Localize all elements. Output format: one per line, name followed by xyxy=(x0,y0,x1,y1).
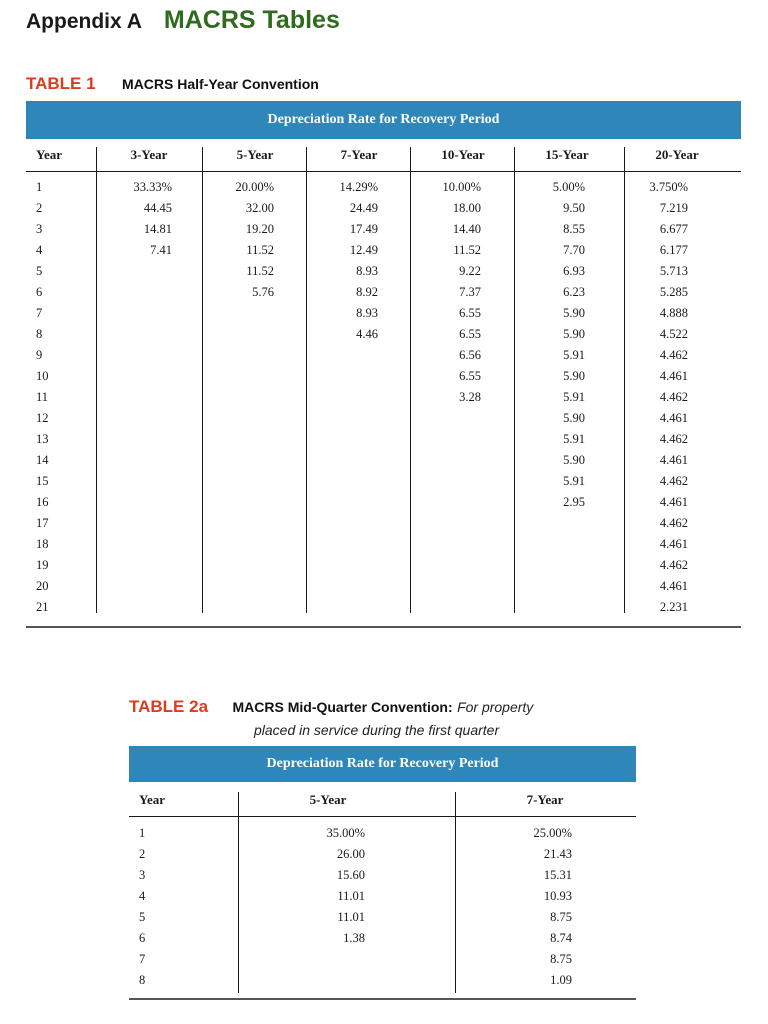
table1-header-rule xyxy=(26,171,741,172)
table2a-value-cell: 26.00 xyxy=(336,847,365,861)
table1-year-cell: 2 xyxy=(36,201,43,215)
table1-value-cell: 17.49 xyxy=(349,222,378,236)
table1-value-cell: 24.49 xyxy=(349,201,378,215)
table1-year-cell: 20 xyxy=(36,579,49,593)
table1-value-cell: 11.52 xyxy=(453,243,481,257)
table1-value-cell: 4.461 xyxy=(659,495,688,509)
table1-bottom-rule xyxy=(26,626,741,628)
table1-value-cell: 5.90 xyxy=(563,411,585,425)
table2a-value-cell: 1.09 xyxy=(550,973,572,987)
table1-value-cell: 5.90 xyxy=(563,369,585,383)
table2a-value-cell: 15.60 xyxy=(336,868,365,882)
table1-value-cell: 5.91 xyxy=(563,348,585,362)
table1-value-cell: 4.461 xyxy=(659,579,688,593)
table1-value-cell: 10.00% xyxy=(442,180,481,194)
table1-column-divider xyxy=(514,147,515,613)
table1-year-cell: 8 xyxy=(36,327,43,341)
table1-value-cell: 4.461 xyxy=(659,411,688,425)
table1-title: MACRS Half-Year Convention xyxy=(122,76,319,92)
table2a-value-cell: 8.75 xyxy=(550,952,572,966)
table2a-value-cell: 11.01 xyxy=(337,910,365,924)
table2a-year-cell: 2 xyxy=(139,847,146,861)
table1-value-cell: 6.677 xyxy=(659,222,688,236)
table1-year-cell: 7 xyxy=(36,306,43,320)
table1-value-cell: 12.49 xyxy=(349,243,378,257)
table1-year-cell: 4 xyxy=(36,243,43,257)
table1-value-cell: 2.231 xyxy=(659,600,688,614)
table1-value-cell: 14.81 xyxy=(143,222,172,236)
table1-year-cell: 3 xyxy=(36,222,43,236)
table2a-year-header: Year xyxy=(139,792,165,807)
table1-column-divider xyxy=(96,147,97,613)
table2a-value-cell: 8.74 xyxy=(550,931,572,945)
table1-value-cell: 11.52 xyxy=(246,264,274,278)
table1-year-cell: 12 xyxy=(36,411,49,425)
table2a-header-rule xyxy=(129,816,636,817)
table1-value-cell: 18.00 xyxy=(452,201,481,215)
table1-year-cell: 18 xyxy=(36,537,49,551)
table1-year-cell: 21 xyxy=(36,600,49,614)
table1-value-cell: 44.45 xyxy=(143,201,172,215)
table1-value-cell: 3.28 xyxy=(459,390,481,404)
table1-value-cell: 32.00 xyxy=(245,201,274,215)
table1-year-cell: 1 xyxy=(36,180,43,194)
table2a-year-cell: 6 xyxy=(139,931,146,945)
table1-value-cell: 3.750% xyxy=(649,180,688,194)
table1-year-cell: 14 xyxy=(36,453,49,467)
table1-value-cell: 4.462 xyxy=(659,516,688,530)
table1-value-cell: 5.00% xyxy=(552,180,585,194)
table1-value-cell: 6.55 xyxy=(459,306,481,320)
table1-value-cell: 4.522 xyxy=(659,327,688,341)
table2a-col-header: 5-Year xyxy=(309,792,347,807)
table2a-column-divider xyxy=(238,792,239,993)
table1-value-cell: 4.46 xyxy=(356,327,378,341)
table1-heading xyxy=(26,74,319,94)
table1-year-cell: 9 xyxy=(36,348,43,362)
table1-value-cell: 8.55 xyxy=(563,222,585,236)
table2a-value-cell: 11.01 xyxy=(337,889,365,903)
table2a-value-cell: 8.75 xyxy=(550,910,572,924)
table1-label: TABLE 1 xyxy=(26,74,96,93)
table2a-year-cell: 3 xyxy=(139,868,146,882)
table1-value-cell: 19.20 xyxy=(245,222,274,236)
table1-year-cell: 11 xyxy=(36,390,49,404)
table1-value-cell: 6.93 xyxy=(563,264,585,278)
table1-value-cell: 4.462 xyxy=(659,390,688,404)
table1-value-cell: 5.90 xyxy=(563,306,585,320)
table1-value-cell: 14.40 xyxy=(452,222,481,236)
table2a-column-divider xyxy=(455,792,456,993)
table2a-heading xyxy=(129,697,533,717)
table2a-year-cell: 8 xyxy=(139,973,146,987)
table1-value-cell: 5.91 xyxy=(563,474,585,488)
table1-value-cell: 4.461 xyxy=(659,537,688,551)
table1-col-header: 15-Year xyxy=(545,147,589,162)
table1-value-cell: 20.00% xyxy=(235,180,274,194)
table1-value-cell: 8.93 xyxy=(356,306,378,320)
table2a-heading-line2 xyxy=(254,722,499,740)
table1-year-cell: 6 xyxy=(36,285,43,299)
table1-value-cell: 7.70 xyxy=(563,243,585,257)
table2a-year-cell: 1 xyxy=(139,826,146,840)
table2a-value-cell: 1.38 xyxy=(343,931,365,945)
table1-col-header: 20-Year xyxy=(655,147,699,162)
table2a-value-cell: 25.00% xyxy=(533,826,572,840)
table1-value-cell: 4.462 xyxy=(659,348,688,362)
table2a-title: MACRS Mid-Quarter Convention: xyxy=(232,699,453,715)
table1-value-cell: 4.888 xyxy=(659,306,688,320)
table2a-year-cell: 7 xyxy=(139,952,146,966)
table1-value-cell: 5.76 xyxy=(252,285,274,299)
table1-column-divider xyxy=(410,147,411,613)
table1-year-cell: 15 xyxy=(36,474,49,488)
table1-value-cell: 4.462 xyxy=(659,432,688,446)
table2a-value-cell: 10.93 xyxy=(543,889,572,903)
table1-column-divider xyxy=(624,147,625,613)
table1-value-cell: 14.29% xyxy=(339,180,378,194)
table1-value-cell: 6.55 xyxy=(459,369,481,383)
table1-year-cell: 10 xyxy=(36,369,49,383)
table2a-value-cell: 21.43 xyxy=(543,847,572,861)
table1-value-cell: 5.285 xyxy=(659,285,688,299)
table2a-value-cell: 35.00% xyxy=(326,826,365,840)
table1-value-cell: 7.219 xyxy=(659,201,688,215)
table2a-col-header: 7-Year xyxy=(526,792,564,807)
table1-value-cell: 5.91 xyxy=(563,432,585,446)
table1-value-cell: 6.56 xyxy=(459,348,481,362)
table1-value-cell: 2.95 xyxy=(563,495,585,509)
table2a-label: TABLE 2a xyxy=(129,697,209,716)
table1-value-cell: 7.41 xyxy=(150,243,172,257)
table2a-year-cell: 5 xyxy=(139,910,146,924)
table2a-description-line1: For property xyxy=(457,699,534,715)
table2a-banner: Depreciation Rate for Recovery Period xyxy=(129,746,636,782)
table2a-value-cell: 15.31 xyxy=(543,868,572,882)
table1-year-cell: 5 xyxy=(36,264,43,278)
table1-value-cell: 5.90 xyxy=(563,327,585,341)
table1-value-cell: 33.33% xyxy=(133,180,172,194)
table1-year-header: Year xyxy=(36,147,62,162)
table2a-year-cell: 4 xyxy=(139,889,146,903)
table1-value-cell: 4.462 xyxy=(659,558,688,572)
table1-col-header: 5-Year xyxy=(236,147,274,162)
table1-value-cell: 9.50 xyxy=(563,201,585,215)
table1-year-cell: 13 xyxy=(36,432,49,446)
table1-year-cell: 19 xyxy=(36,558,49,572)
table1-value-cell: 6.23 xyxy=(563,285,585,299)
appendix-title: MACRS Tables xyxy=(163,6,340,34)
table1-value-cell: 5.91 xyxy=(563,390,585,404)
table1-column-divider xyxy=(202,147,203,613)
table1-column-divider xyxy=(306,147,307,613)
table2a-bottom-rule xyxy=(129,998,636,1000)
table1-value-cell: 6.177 xyxy=(659,243,688,257)
table1-value-cell: 4.461 xyxy=(659,453,688,467)
table2a-description-line2: placed in service during the first quarter xyxy=(254,722,500,738)
appendix-heading xyxy=(26,6,340,35)
table1-value-cell: 6.55 xyxy=(459,327,481,341)
table1-banner: Depreciation Rate for Recovery Period xyxy=(26,101,741,139)
table1-value-cell: 9.22 xyxy=(459,264,481,278)
table1-value-cell: 8.93 xyxy=(356,264,378,278)
table1-year-cell: 16 xyxy=(36,495,49,509)
table1-year-cell: 17 xyxy=(36,516,49,530)
table1-value-cell: 11.52 xyxy=(246,243,274,257)
appendix-label: Appendix A xyxy=(26,10,142,33)
table1-value-cell: 7.37 xyxy=(459,285,481,299)
table1-value-cell: 4.461 xyxy=(659,369,688,383)
table1-value-cell: 5.90 xyxy=(563,453,585,467)
table1-col-header: 3-Year xyxy=(130,147,168,162)
table1-col-header: 7-Year xyxy=(340,147,378,162)
table1-value-cell: 8.92 xyxy=(356,285,378,299)
table1-col-header: 10-Year xyxy=(441,147,485,162)
table1-value-cell: 4.462 xyxy=(659,474,688,488)
table1-value-cell: 5.713 xyxy=(659,264,688,278)
